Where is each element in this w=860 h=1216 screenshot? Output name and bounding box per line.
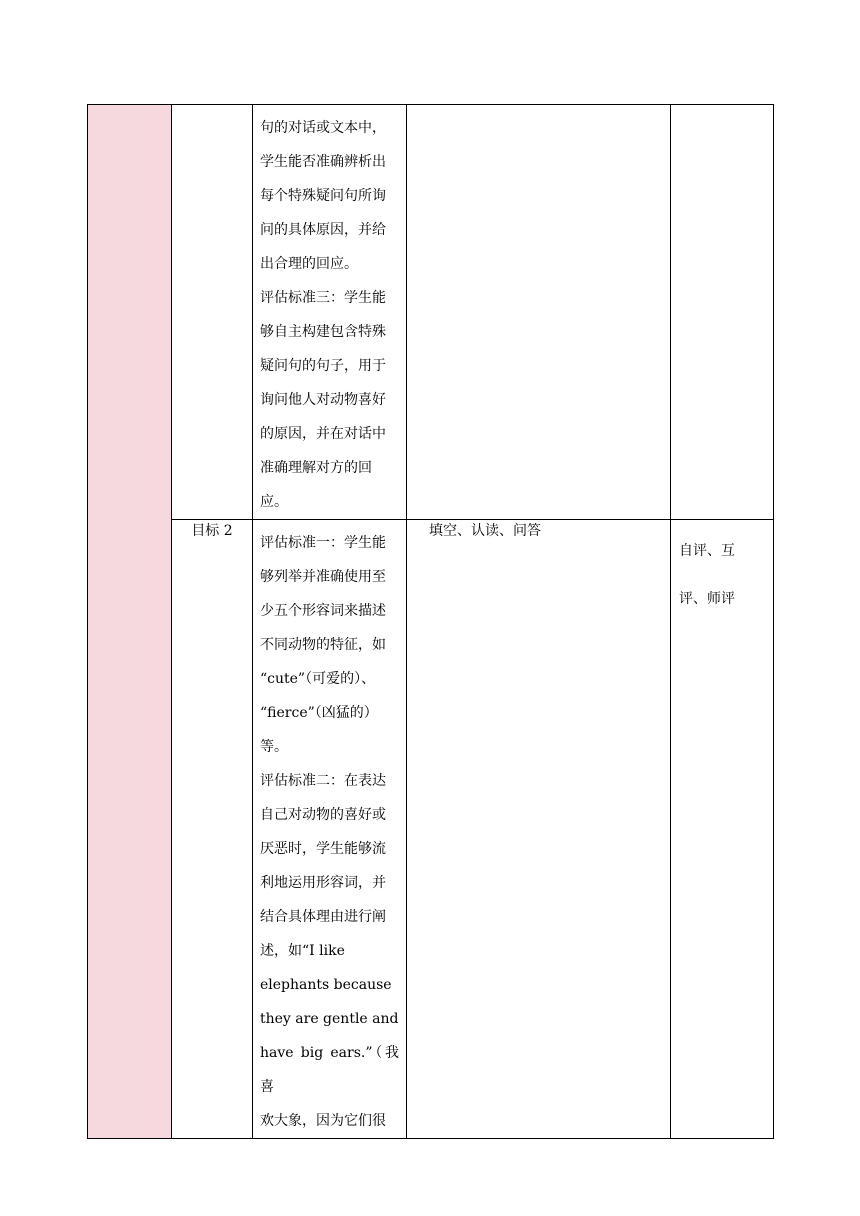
evaluation-line: 自评、互 (679, 543, 735, 559)
criteria-line: 够列举并准确使用至 (260, 569, 386, 585)
criteria-text (253, 520, 406, 1138)
criteria-line: 评估标准二：在表达 (260, 773, 386, 789)
table-row (88, 105, 774, 520)
criteria-line: 学生能否准确辨析出 (260, 154, 386, 170)
criteria-line: 结合具体理由进行阐 (260, 909, 386, 925)
evaluation-text (671, 534, 773, 616)
criteria-line: 评估标准三：学生能 (260, 290, 386, 306)
method-cell (407, 105, 671, 520)
criteria-line: “cute”（可爱的）、 (260, 671, 376, 687)
criteria-line: 等。 (260, 739, 288, 755)
category-cell (88, 105, 172, 1139)
goal-cell (172, 520, 253, 1139)
criteria-line: 的原因，并在对话中 (260, 426, 386, 442)
criteria-line: 厌恶时，学生能够流 (260, 841, 386, 857)
evaluation-cell (671, 520, 774, 1139)
criteria-line: 欢大象，因为它们很 (260, 1113, 386, 1129)
criteria-line: 询问他人对动物喜好 (260, 392, 386, 408)
criteria-line: 不同动物的特征，如 (260, 637, 386, 653)
criteria-line: have big ears.”（我喜 (260, 1045, 399, 1095)
goal-cell (172, 105, 253, 520)
criteria-line: 少五个形容词来描述 (260, 603, 386, 619)
assessment-table (87, 104, 774, 1139)
criteria-line: 利地运用形容词，并 (260, 875, 386, 891)
criteria-line: elephants because (260, 977, 392, 993)
criteria-line: “fierce”（凶猛的） (260, 705, 378, 721)
criteria-line: 每个特殊疑问句所询 (260, 188, 386, 204)
criteria-line: 句的对话或文本中， (260, 120, 386, 136)
goal-label: 目标 2 (191, 523, 233, 539)
criteria-line: 自己对动物的喜好或 (260, 807, 386, 823)
criteria-line: 够自主构建包含特殊 (260, 324, 386, 340)
method-cell (407, 520, 671, 1139)
criteria-line: 准确理解对方的回 (260, 460, 372, 476)
method-text: 填空、认读、问答 (429, 523, 541, 539)
criteria-line: they are gentle and (260, 1011, 399, 1027)
criteria-line: 评估标准一：学生能 (260, 535, 386, 551)
criteria-cell (253, 105, 407, 520)
criteria-line: 述，如“I like (260, 943, 345, 959)
evaluation-line: 评、师评 (679, 591, 735, 607)
criteria-line: 问的具体原因，并给 (260, 222, 386, 238)
criteria-line: 应。 (260, 494, 288, 510)
evaluation-cell (671, 105, 774, 520)
criteria-text (253, 105, 406, 519)
criteria-line: 疑问句的句子，用于 (260, 358, 386, 374)
criteria-cell (253, 520, 407, 1139)
table-row (88, 520, 774, 1139)
criteria-line: 出合理的回应。 (260, 256, 358, 272)
